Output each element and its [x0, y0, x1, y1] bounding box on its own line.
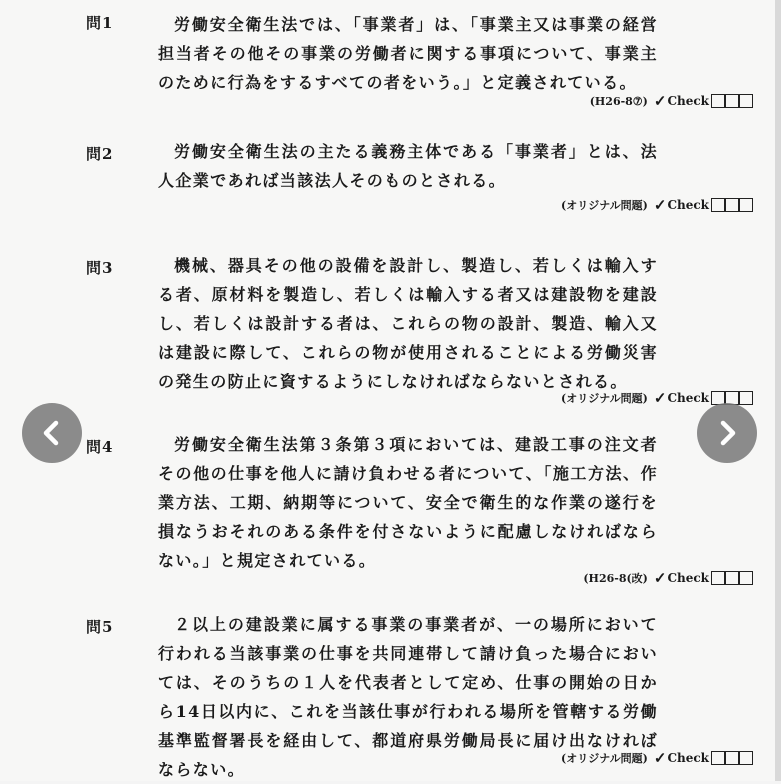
check-label: Check — [667, 571, 709, 585]
viewer-edge — [775, 0, 781, 781]
check-box[interactable] — [725, 571, 739, 585]
question-2 — [86, 137, 686, 197]
check-box[interactable] — [725, 751, 739, 765]
question-text: 機械、器具その他の設備を設計し、製造し、若しくは輸入する者、原材料を製造し、若しくは輸入する者又は建設物を建設し、若しくは設計する者は、これらの物の設計、製造、輸入又は建設に際して、これらの物が使用されることによる労働災害の発生の防止に資するようにしなければならないとされる。 — [158, 256, 658, 391]
check-box[interactable] — [739, 94, 753, 108]
check-box[interactable] — [739, 571, 753, 585]
checkmark-icon: ✓ — [653, 196, 667, 214]
check-boxes — [711, 751, 753, 765]
question-number: 問2 — [86, 145, 114, 163]
question-number: 問4 — [86, 438, 114, 456]
check-label: Check — [667, 391, 709, 405]
check-group — [654, 569, 753, 587]
checkmark-icon: ✓ — [653, 389, 667, 407]
check-group — [654, 196, 753, 214]
source-label: (H26-8(改) — [583, 572, 648, 585]
check-box[interactable] — [711, 94, 725, 108]
checkmark-icon: ✓ — [653, 92, 667, 110]
question-text: ２以上の建設業に属する事業の事業者が、一の場所において行われる当該事業の仕事を共同連帯して請け負った場合においては、そのうちの１人を代表者として定め、仕事の開始の日から14日以内に、これを当該仕事が行われる場所を管轄する労働基準監督署長を経由して、都道府県労働局長に届け出なければならない。 — [158, 615, 658, 779]
question-2-meta — [561, 196, 753, 214]
checkmark-icon: ✓ — [653, 569, 667, 587]
check-box[interactable] — [725, 94, 739, 108]
question-3 — [86, 251, 686, 391]
check-label: Check — [667, 94, 709, 108]
check-group — [654, 92, 753, 110]
check-box[interactable] — [711, 571, 725, 585]
question-4-meta — [583, 569, 753, 587]
source-label: (オリジナル問題) — [561, 199, 648, 212]
previous-page-button[interactable] — [22, 403, 82, 463]
chevron-left-icon — [37, 418, 67, 448]
check-box[interactable] — [739, 751, 753, 765]
source-label: (オリジナル問題) — [561, 752, 648, 765]
question-5-meta — [561, 749, 753, 767]
question-number: 問1 — [86, 14, 114, 32]
check-boxes — [711, 198, 753, 212]
check-box[interactable] — [725, 198, 739, 212]
question-4 — [86, 430, 686, 570]
check-boxes — [711, 571, 753, 585]
question-text: 労働安全衛生法第３条第３項においては、建設工事の注文者その他の仕事を他人に請け負わせる者について、「施工方法、作業方法、工期、納期等について、安全で衛生的な作業の遂行を損なうおそれのある条件を付さないように配慮しなければならない。」と規定されている。 — [158, 435, 658, 570]
chevron-right-icon — [712, 418, 742, 448]
source-label: (オリジナル問題) — [561, 392, 648, 405]
check-label: Check — [667, 751, 709, 765]
checkmark-icon: ✓ — [653, 749, 667, 767]
check-group — [654, 749, 753, 767]
check-boxes — [711, 94, 753, 108]
check-box[interactable] — [739, 198, 753, 212]
source-label: (H26-8⑦) — [589, 94, 648, 108]
next-page-button[interactable] — [697, 403, 757, 463]
question-number: 問3 — [86, 259, 114, 277]
check-box[interactable] — [739, 391, 753, 405]
question-text: 労働安全衛生法では、「事業者」は、「事業主又は事業の経営担当者その他その事業の労働者に関する事項について、事業主のために行為をするすべての者をいう。」と定義されている。 — [158, 15, 658, 92]
question-text: 労働安全衛生法の主たる義務主体である「事業者」とは、法人企業であれば当該法人そのものとされる。 — [158, 142, 658, 190]
question-1-meta — [590, 92, 753, 110]
check-label: Check — [667, 198, 709, 212]
question-number: 問5 — [86, 618, 114, 636]
check-box[interactable] — [711, 198, 725, 212]
check-box[interactable] — [711, 751, 725, 765]
